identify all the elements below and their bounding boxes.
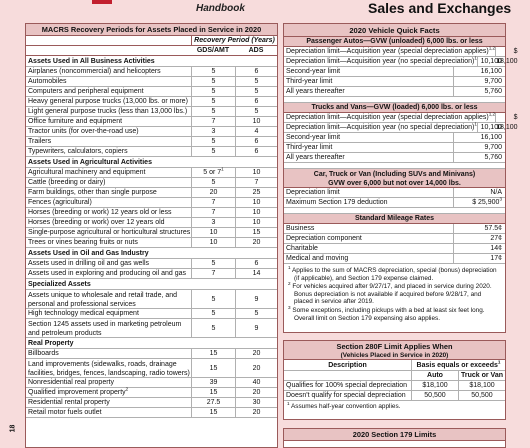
- ads-value: 40: [235, 378, 277, 387]
- table-row: [26, 87, 277, 97]
- asset-description: Agricultural machinery and equipment: [28, 169, 146, 176]
- asset-description: Office furniture and equipment: [28, 118, 123, 125]
- page-number: 18: [9, 424, 17, 433]
- gds-amt-value: 39: [191, 378, 235, 387]
- table-row: [26, 378, 277, 388]
- mileage-rows: [284, 224, 505, 264]
- fact-value: $ 18,100: [495, 47, 520, 56]
- ads-value: 9: [235, 290, 277, 308]
- gds-amt-value: 3: [191, 218, 235, 227]
- asset-description: Assets unique to wholesale and retail trade, and personal and professional services: [28, 292, 178, 308]
- row-description: Qualifies for 100% special depreciation: [286, 382, 408, 389]
- ads-value: 6: [235, 147, 277, 156]
- gds-amt-value: 5: [191, 67, 235, 76]
- section-heading-row: Assets Used in Oil and Gas Industry: [26, 248, 277, 259]
- gds-amt-value: 5 or $7^1$: [191, 168, 235, 177]
- passenger-autos-heading: Passenger Autos—GVW (unloaded) 6,000 lbs. or less: [284, 37, 505, 47]
- footnote-text: Some exceptions, including pickups with a bed at least six feet long. Overall limit on Section 179 expensing also applies.: [290, 306, 485, 322]
- gds-amt-value: 5: [191, 107, 235, 116]
- section-heading-row: Assets Used in All Business Activities: [26, 56, 277, 67]
- table-row: [26, 97, 277, 107]
- asset-description: Automobiles: [28, 78, 67, 85]
- fact-value: N/A: [453, 188, 505, 197]
- ads-value: 10: [235, 218, 277, 227]
- fact-label: Depreciation limit: [286, 189, 340, 196]
- gds-amt-value: 7: [191, 117, 235, 126]
- fact-label: Business: [286, 225, 315, 232]
- asset-description: Billboards: [28, 350, 59, 357]
- ads-value: 6: [235, 67, 277, 76]
- macrs-column-headers: [26, 46, 277, 56]
- footnote-ref: 1,2: [488, 111, 496, 117]
- section-179-title: 2020 Section 179 Limits: [284, 429, 505, 441]
- fact-label: Second-year limit: [286, 68, 341, 75]
- table-row: [26, 309, 277, 319]
- gds-amt-value: 15: [191, 359, 235, 377]
- asset-description: Cattle (breeding or dairy): [28, 179, 106, 186]
- table-row: [26, 218, 277, 228]
- handbook-label: Handbook: [196, 3, 245, 14]
- gds-amt-value: 7: [191, 198, 235, 207]
- ads-value: 25: [235, 188, 277, 197]
- fact-label: Maximum Section 179 deduction: [286, 199, 388, 206]
- fact-label: Depreciation limit—Acquisition year (no special depreciation)$^1$: [286, 121, 477, 131]
- asset-description: Trees or vines bearing fruits or nuts: [28, 239, 138, 246]
- asset-description: High technology medical equipment: [28, 310, 139, 317]
- footnote-ref: 1: [474, 121, 477, 127]
- table-row: [26, 398, 277, 408]
- fact-value: 57.5¢: [453, 224, 505, 233]
- table-row: [26, 77, 277, 87]
- fact-value: 27¢: [453, 234, 505, 243]
- table-row: [284, 133, 505, 143]
- asset-description: Typewriters, calculators, copiers: [28, 148, 128, 155]
- table-row: [26, 168, 277, 178]
- ads-value: 6: [235, 137, 277, 146]
- footnote-number: 1: [288, 264, 291, 270]
- table-row: [284, 198, 505, 208]
- ads-value: 20: [235, 388, 277, 397]
- ads-value: 6: [235, 97, 277, 106]
- footnote: [288, 264, 501, 282]
- table-row: [284, 77, 505, 87]
- table-row: [26, 359, 277, 378]
- table-row: [284, 224, 505, 234]
- passenger-autos-rows: [284, 45, 518, 97]
- table-row: [284, 123, 505, 133]
- description-header: Description: [328, 362, 367, 369]
- section-280f-rows: [284, 381, 505, 401]
- section-280f-subtitle: (Vehicles Placed in Service in 2020): [340, 352, 449, 359]
- section-heading-row: Assets Used in Agricultural Activities: [26, 157, 277, 168]
- table-row: [26, 178, 277, 188]
- asset-description: Horses (breeding or work) over 12 years old: [28, 219, 165, 226]
- gds-amt-value: 7: [191, 208, 235, 217]
- section-280f-footnote: [284, 401, 505, 412]
- mileage-heading: Standard Mileage Rates: [284, 214, 505, 224]
- table-row: [26, 147, 277, 157]
- macrs-table-title: MACRS Recovery Periods for Assets Placed in Service in 2020: [26, 24, 277, 36]
- gds-amt-value: 5: [191, 137, 235, 146]
- basis-header-text: Basis equals or exceeds: [416, 362, 498, 369]
- table-row: [26, 208, 277, 218]
- gds-amt-value: 5: [191, 259, 235, 268]
- truck-value: 50,500: [458, 391, 505, 400]
- section-heading-row: Specialized Assets: [26, 279, 277, 290]
- ads-value: 14: [235, 269, 277, 278]
- gds-amt-value: 5: [191, 147, 235, 156]
- gds-amt-value: 5: [191, 77, 235, 86]
- footnote: [288, 304, 501, 322]
- asset-description: Heavy general purpose trucks (13,000 lbs. or more): [28, 98, 188, 105]
- quick-facts-notes: [284, 264, 505, 325]
- gds-amt-value: 7: [191, 269, 235, 278]
- footnote-number: 2: [288, 281, 291, 287]
- section-280f-title-text: Section 280F Limit Applies When: [336, 342, 453, 351]
- table-row: [26, 290, 277, 309]
- fact-label: All years thereafter: [286, 88, 345, 95]
- ads-value: 20: [235, 238, 277, 247]
- table-row: [26, 349, 277, 359]
- ads-value: 10: [235, 198, 277, 207]
- fact-value: 10,100: [477, 57, 505, 66]
- ads-value: 10: [235, 208, 277, 217]
- footnote-ref: 1: [221, 166, 224, 172]
- asset-description: Qualified improvement property$^2$: [28, 386, 129, 396]
- table-row: [284, 391, 505, 401]
- ads-value: 10: [235, 117, 277, 126]
- auto-value: $18,100: [411, 381, 458, 390]
- gds-amt-value: 5: [191, 87, 235, 96]
- footnote-text: Applies to the sum of MACRS depreciation, special (bonus) depreciation (if applicable), and Section 179 expense claimed.: [290, 267, 497, 282]
- gds-amt-value: 5: [191, 290, 235, 308]
- asset-description: Horses (breeding or work) 12 years old or less: [28, 209, 172, 216]
- section-280f-header: [284, 360, 505, 371]
- recovery-period-label: Recovery Period (Years): [191, 36, 277, 45]
- table-row: [26, 228, 277, 238]
- auto-header: Auto: [411, 371, 458, 380]
- quick-facts-title: 2020 Vehicle Quick Facts: [284, 24, 505, 37]
- gds-amt-value: 5: [191, 319, 235, 337]
- section-280f-subheader: [284, 371, 505, 381]
- table-row: [284, 57, 505, 67]
- ads-value: 4: [235, 127, 277, 136]
- gds-amt-value: 5: [191, 309, 235, 318]
- asset-description: Section 1245 assets used in marketing petroleum and petroleum products: [28, 321, 182, 337]
- table-row: [26, 107, 277, 117]
- table-row: [284, 67, 505, 77]
- vehicle-quick-facts: [283, 23, 518, 333]
- ads-value: 10: [235, 168, 277, 177]
- footnote-number: 1: [287, 400, 290, 406]
- ads-value: 30: [235, 398, 277, 407]
- basis-footnote-ref: 1: [497, 359, 501, 365]
- gds-amt-value: 15: [191, 388, 235, 397]
- truck-header: Truck or Van: [458, 371, 505, 380]
- table-row: [26, 137, 277, 147]
- fact-label: Second-year limit: [286, 134, 341, 141]
- fact-value: 14¢: [453, 244, 505, 253]
- page-header: [0, 0, 530, 22]
- col-ads: ADS: [248, 47, 264, 54]
- footnote-ref: 3: [499, 196, 502, 202]
- fact-label: Depreciation limit—Acquisition year (special depreciation applies)$^{1,2}$: [286, 45, 496, 55]
- red-accent-bar: [92, 0, 112, 4]
- table-row: [26, 238, 277, 248]
- table-row: [26, 198, 277, 208]
- section-280f-title: [284, 341, 505, 360]
- footnote: [288, 283, 501, 306]
- recovery-period-header: [26, 36, 277, 46]
- asset-description: Trailers: [28, 138, 52, 145]
- section-heading: Sales and Exchanges: [368, 0, 512, 16]
- table-row: [284, 254, 505, 264]
- suv-heading-line2: GVW over 6,000 but not over 14,000 lbs.: [328, 180, 461, 187]
- macrs-recovery-table: [25, 23, 278, 448]
- gds-amt-value: 20: [191, 188, 235, 197]
- suv-heading: [284, 169, 505, 188]
- fact-value: $ 18,100: [495, 113, 520, 122]
- basis-header: [411, 360, 505, 370]
- asset-description: Retail motor fuels outlet: [28, 409, 102, 416]
- table-row: [284, 143, 505, 153]
- table-row: [26, 269, 277, 279]
- footnote-text: For vehicles acquired after 9/27/17, and placed in service during 2020. Bonus depreciation is not available if acquired before 9/28/17, and placed in service after 2019.: [290, 283, 492, 306]
- asset-description: Light general purpose trucks (less than 13,000 lbs.): [28, 108, 188, 115]
- ads-value: 15: [235, 228, 277, 237]
- asset-description: Airplanes (noncommercial) and helicopters: [28, 68, 161, 75]
- table-row: [26, 188, 277, 198]
- suv-rows: [284, 188, 505, 208]
- asset-description: Nonresidential real property: [28, 379, 114, 386]
- table-row: [26, 319, 277, 338]
- table-row: [26, 127, 277, 137]
- fact-label: All years thereafter: [286, 154, 345, 161]
- fact-value: 10,100: [477, 123, 505, 132]
- ads-value: 20: [235, 359, 277, 377]
- truck-value: $18,100: [458, 381, 505, 390]
- gds-amt-value: 5: [191, 97, 235, 106]
- footnote-ref: 1,2: [488, 45, 496, 51]
- ads-value: 5: [235, 107, 277, 116]
- table-row: [26, 388, 277, 398]
- suv-heading-line1: Car, Truck or Van (Including SUVs and Minivans): [313, 171, 476, 178]
- ads-value: 5: [235, 309, 277, 318]
- macrs-table-body: [26, 56, 277, 418]
- asset-description: Land improvements (sidewalks, roads, drainage facilities, bridges, fences, landscaping, radio towers): [28, 361, 190, 377]
- ads-value: 5: [235, 87, 277, 96]
- col-gds-amt: GDS/AMT: [196, 47, 230, 54]
- gds-amt-value: 3: [191, 127, 235, 136]
- section-179-limits: [283, 428, 506, 448]
- asset-description: Assets used in exploring and producing oil and gas: [28, 270, 186, 277]
- fact-label: Third-year limit: [286, 144, 333, 151]
- row-description: Doesn't qualify for special depreciation: [286, 392, 406, 399]
- ads-value: 7: [235, 178, 277, 187]
- asset-description: Single-purpose agricultural or horticultural structures: [28, 229, 191, 236]
- trucks-vans-heading: Trucks and Vans—GVW (loaded) 6,000 lbs. or less: [284, 103, 505, 113]
- asset-description: Farm buildings, other than single purpose: [28, 189, 157, 196]
- footnote-number: 3: [288, 304, 291, 310]
- gds-amt-value: 5: [191, 178, 235, 187]
- footnote-ref: 2: [125, 386, 129, 392]
- table-row: [284, 244, 505, 254]
- fact-value: 5,760: [453, 87, 505, 96]
- auto-value: 50,500: [411, 391, 458, 400]
- fact-label: Third-year limit: [286, 78, 333, 85]
- asset-description: Tractor units (for over-the-road use): [28, 128, 139, 135]
- fact-label: Depreciation limit—Acquisition year (special depreciation applies)$^{1,2}$: [286, 111, 496, 121]
- fact-value: 5,760: [453, 153, 505, 162]
- footnote-text: Assumes half-year convention applies.: [291, 403, 401, 410]
- asset-description: Fences (agricultural): [28, 199, 92, 206]
- table-row: [284, 87, 505, 97]
- fact-value: $ 25,900$^3$: [453, 198, 505, 207]
- fact-value: 16,100: [453, 133, 505, 142]
- asset-description: Assets used in drilling oil and gas wells: [28, 260, 150, 267]
- gds-amt-value: 27.5: [191, 398, 235, 407]
- table-row: [284, 381, 505, 391]
- ads-value: 20: [235, 349, 277, 358]
- asset-description: Residential rental property: [28, 399, 110, 406]
- fact-value: 16,100: [453, 67, 505, 76]
- ads-value: 5: [235, 77, 277, 86]
- table-row: [284, 153, 505, 163]
- ads-value: 20: [235, 408, 277, 417]
- gds-amt-value: 10: [191, 228, 235, 237]
- fact-label: Charitable: [286, 245, 318, 252]
- table-row: [26, 67, 277, 77]
- fact-value: 9,700: [453, 77, 505, 86]
- gds-amt-value: 15: [191, 349, 235, 358]
- section-heading-row: Real Property: [26, 338, 277, 349]
- fact-label: Depreciation component: [286, 235, 362, 242]
- table-row: [26, 408, 277, 418]
- table-row: [284, 234, 505, 244]
- fact-value: 9,700: [453, 143, 505, 152]
- fact-label: Depreciation limit—Acquisition year (no special depreciation)$^1$: [286, 55, 477, 65]
- fact-value: 17¢: [453, 254, 505, 263]
- ads-value: 6: [235, 259, 277, 268]
- gds-amt-value: 10: [191, 238, 235, 247]
- section-280f-table: [283, 340, 506, 420]
- trucks-vans-rows: [284, 111, 518, 163]
- footnote-ref: 1: [474, 55, 477, 61]
- table-row: [26, 259, 277, 269]
- table-row: [26, 117, 277, 127]
- table-row: [284, 188, 505, 198]
- gds-amt-value: 15: [191, 408, 235, 417]
- asset-description: Computers and peripheral equipment: [28, 88, 144, 95]
- ads-value: 9: [235, 319, 277, 337]
- fact-label: Medical and moving: [286, 255, 349, 262]
